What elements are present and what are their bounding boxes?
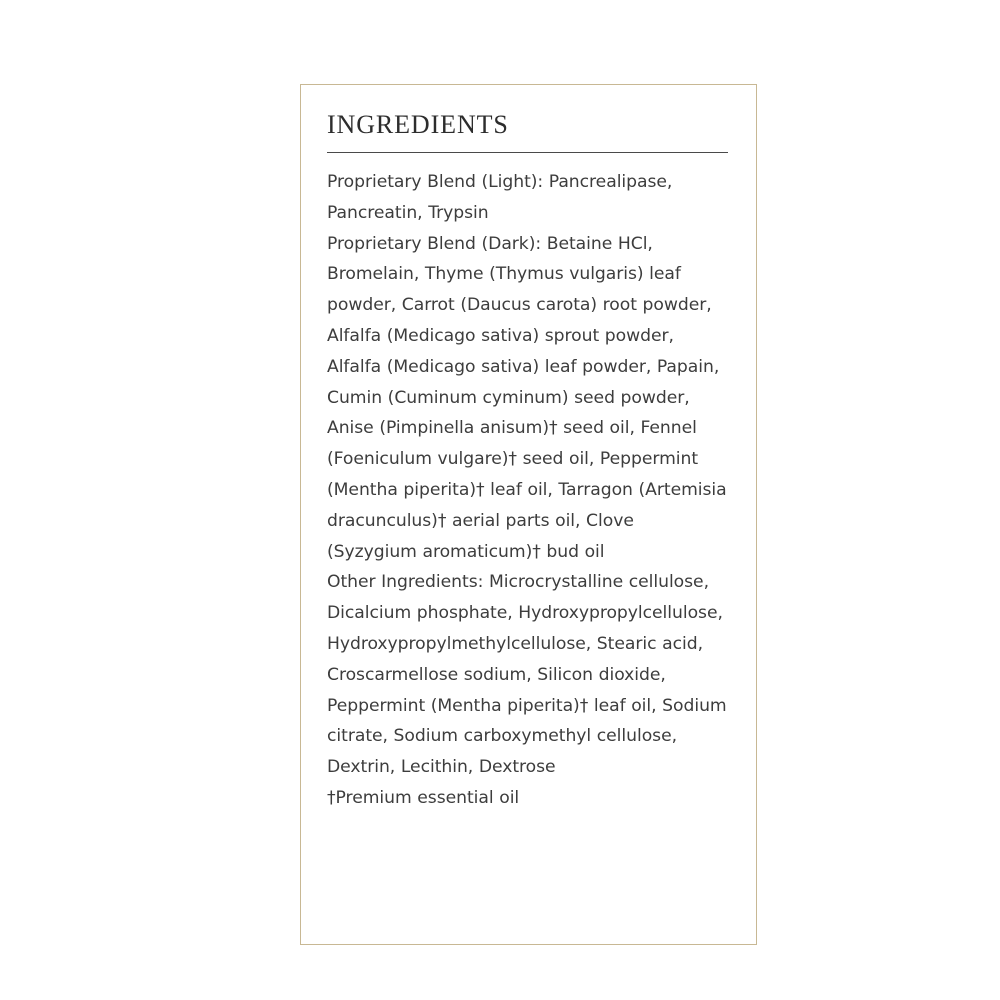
ingredients-card <box>300 84 757 945</box>
ingredients-card-content <box>327 109 728 814</box>
ingredient-paragraph-other-ingredients: Other Ingredients: Microcrystalline cellulose, Dicalcium phosphate, Hydroxypropylcellulose, Hydroxypropylmethylcellulose, Stearic acid, Croscarmellose sodium, Silicon dioxide, Peppermint (Mentha piperita)† leaf oil, Sodium citrate, Sodium carboxymethyl cellulose, Dextrin, Lecithin, Dextrose <box>327 572 727 778</box>
ingredient-paragraph-proprietary-blend-dark: Proprietary Blend (Dark): Betaine HCl, Bromelain, Thyme (Thymus vulgaris) leaf powder, Carrot (Daucus carota) root powder, Alfalfa (Medicago sativa) sprout powder, Alfalfa (Medicago sativa) leaf powder, Papain, Cumin (Cuminum cyminum) seed powder, Anise (Pimpinella anisum)† seed oil, Fennel (Foeniculum vulgare)† seed oil, Peppermint (Mentha piperita)† leaf oil, Tarragon (Artemisia dracunculus)† aerial parts oil, Clove (Syzygium aromaticum)† bud oil <box>327 233 727 562</box>
page-title: INGREDIENTS <box>327 110 509 139</box>
title-divider <box>327 152 728 153</box>
ingredients-footnote: †Premium essential oil <box>327 787 520 808</box>
ingredients-body <box>327 167 728 814</box>
ingredient-paragraph-proprietary-blend-light: Proprietary Blend (Light): Pancrealipase, Pancreatin, Trypsin <box>327 172 673 223</box>
